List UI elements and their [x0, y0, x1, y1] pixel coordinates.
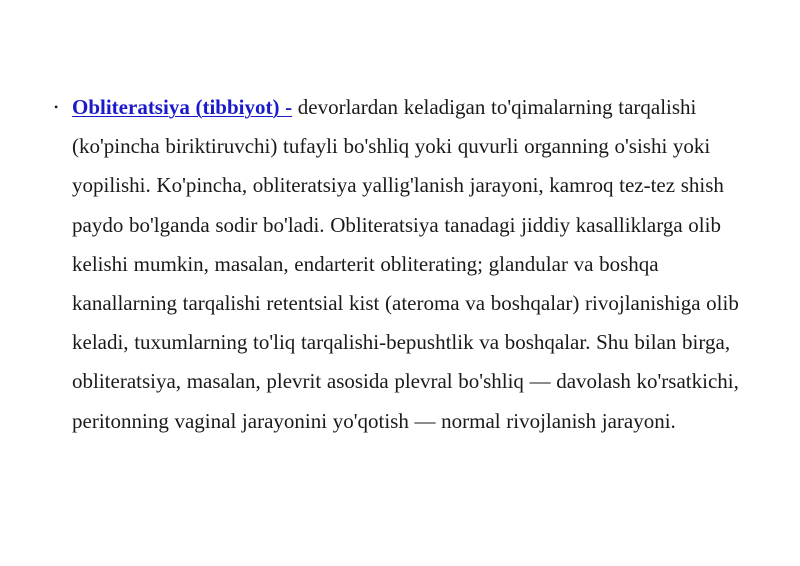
- term-link[interactable]: Obliteratsiya (tibbiyot) -: [72, 95, 293, 119]
- list-item: [54, 88, 762, 441]
- definition-text: devorlardan keladigan to'qimalarning tarqalishi (ko'pincha biriktiruvchi) tufayli bo'shliq yoki quvurli organning o'sishi yoki yopilishi. Ko'pincha, obliteratsiya yallig'lanish jarayoni, kamroq tez-tez shish paydo bo'lganda sodir bo'ladi. Obliteratsiya tanadagi jiddiy kasalliklarga olib kelishi mumkin, masalan, endarterit obliterating; glandular va boshqa kanallarning tarqalishi retentsial kist (ateroma va boshqalar) rivojlanishiga olib keladi, tuxumlarning to'liq tarqalishi-bepushtlik va boshqalar. Shu bilan birga, obliteratsiya, masalan, plevrit asosida plevral bo'shliq — davolash ko'rsatkichi, peritonning vaginal jarayonini yo'qotish — normal rivojlanish jarayoni.: [72, 95, 739, 433]
- bullet-list: [54, 88, 762, 441]
- bullet-marker: •: [54, 100, 59, 114]
